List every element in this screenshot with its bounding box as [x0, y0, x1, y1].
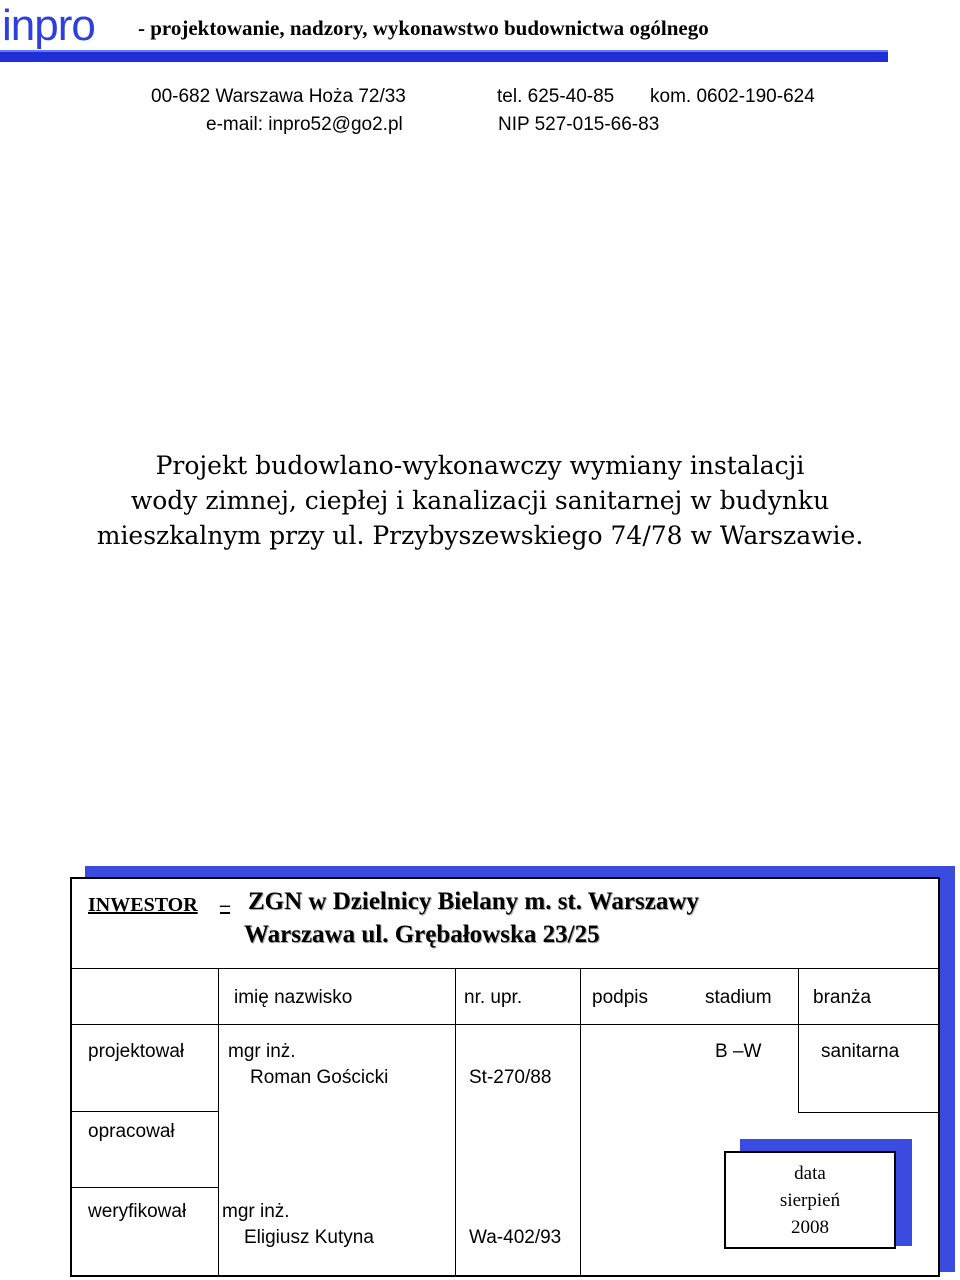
grid-line [72, 968, 940, 969]
company-email: e-mail: inpro52@go2.pl [206, 114, 403, 135]
grid-line [72, 1187, 218, 1188]
header-stage: stadium [705, 987, 772, 1008]
company-nip: NIP 527-015-66-83 [498, 114, 660, 135]
designer-license: St-270/88 [469, 1067, 552, 1088]
company-tagline: - projektowanie, nadzory, wykonawstwo budownictwa ogólnego [138, 16, 709, 40]
title-block [70, 877, 940, 1277]
header-signature: podpis [592, 987, 648, 1008]
verifier-title: mgr inż. [222, 1201, 290, 1222]
date-label: data [794, 1163, 826, 1184]
grid-line [218, 968, 219, 1277]
designer-title: mgr inż. [228, 1041, 296, 1062]
company-mobile: kom. 0602-190-624 [650, 86, 815, 107]
header-rule [0, 52, 888, 62]
investor-name: ZGN w Dzielnicy Bielany m. st. Warszawy [248, 888, 699, 915]
company-phone: tel. 625-40-85 [497, 86, 615, 107]
date-year: 2008 [791, 1217, 829, 1238]
company-logo: inpro [2, 1, 95, 50]
grid-line [72, 1111, 218, 1112]
grid-line [72, 1024, 940, 1025]
grid-line [455, 968, 456, 1277]
investor-dash: – [220, 894, 230, 916]
header-name: imię nazwisko [234, 987, 353, 1008]
role-designed: projektował [88, 1041, 185, 1062]
designer-name: Roman Gościcki [250, 1067, 389, 1088]
grid-line [798, 1112, 940, 1113]
grid-line [798, 968, 799, 1113]
project-title-line-3: mieszkalnym przy ul. Przybyszewskiego 74/78 w Warszawie. [96, 521, 864, 550]
verifier-license: Wa-402/93 [469, 1227, 562, 1248]
date-box [724, 1151, 896, 1249]
company-address: 00-682 Warszawa Hoża 72/33 [151, 86, 406, 107]
investor-label: INWESTOR [88, 894, 198, 916]
role-verified: weryfikował [88, 1201, 187, 1222]
project-title-line-1: Projekt budowlano-wykonawczy wymiany instalacji [155, 451, 805, 480]
header-license: nr. upr. [464, 987, 523, 1008]
stage-value: B –W [715, 1041, 762, 1062]
project-title-line-2: wody zimnej, ciepłej i kanalizacji sanitarnej w budynku [130, 486, 830, 515]
discipline-value: sanitarna [821, 1041, 900, 1062]
project-title [0, 448, 960, 553]
header-discipline: branża [813, 987, 872, 1008]
date-month: sierpień [779, 1190, 841, 1211]
investor-address: Warszawa ul. Grębałowska 23/25 [244, 921, 600, 948]
verifier-name: Eligiusz Kutyna [244, 1227, 374, 1248]
role-prepared: opracował [88, 1121, 175, 1142]
grid-line [580, 968, 581, 1277]
